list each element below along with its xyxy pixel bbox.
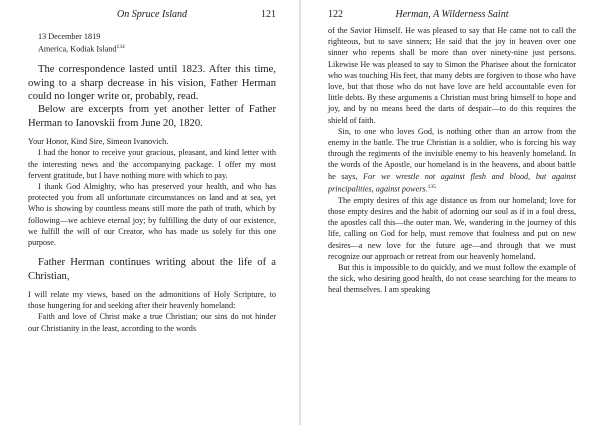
- left-running-head: [28, 9, 276, 25]
- right-paragraph-2: [328, 126, 576, 195]
- letter-signature: [28, 31, 276, 55]
- right-page-title: Herman, A Wilderness Saint: [395, 9, 509, 20]
- body-paragraph-1: The correspondence lasted until 1823. After this time, owing to a sharp decrease in his vision, Father Herman could no longer write or, probably, read.: [28, 64, 276, 102]
- right-page: [300, 0, 600, 425]
- letter-paragraph-2: I thank God Almighty, who has preserved your health, and who has protected you from all unfortunate circumstances on land and at sea, yet Who is showing by countless means still more the path of truth, which by following—we achieve eternal joy; by fulfilling the duty of our existence, we fulfill the will of our Creator, who has made us solely for this one purpose.: [28, 181, 276, 247]
- right-paragraph-1: of the Savior Himself. He was pleased to say that He came not to call the righteous, but to save sinners; He said that the joy in heaven over one sinner who repents shall be more than over ninety-nine just persons. Likewise He was pleased to say to Simon the Pharisee about the fornicator who was touching His feet, that many debts are forgiven to those who have love, but that those who do not have love are held accountable even for little debts. By these arguments a Christian must bring himself to hope and joy, and by no means heed the darts of despair—to do this requires the shield of faith.: [328, 26, 576, 125]
- scripture-quote: For we wrestle not against flesh and blood, but against principalities, against powers: [328, 171, 577, 194]
- right-running-head: [328, 9, 576, 25]
- body-paragraph-3: Father Herman continues writing about the life of a Christian,: [28, 257, 276, 282]
- letter-salutation: Your Honor, Kind Sire, Simeon Ivanovich.: [28, 137, 169, 147]
- letter-paragraph-1: I had the honor to receive your gracious, pleasant, and kind letter with the interesting news and the accompanying package. I offer my most fervent gratitude, but I have nothing more with which to pay.: [28, 148, 276, 180]
- left-page-title: On Spruce Island: [117, 9, 187, 20]
- right-paragraph-2-end: .: [425, 184, 428, 194]
- quote-paragraph-2: Faith and love of Christ make a true Christian; our sins do not hinder our Christianity in the least, according to the words: [28, 312, 276, 333]
- signature-place-line: [38, 42, 276, 55]
- footnote-ref-134: 134: [116, 44, 125, 51]
- signature-place: America, Kodiak Island: [38, 44, 117, 54]
- body-paragraph-2: Below are excerpts from yet another letter of Father Herman to Ianovskii from June 20, 1820.: [28, 104, 276, 129]
- right-paragraph-2-text: Sin, to one who loves God, is nothing other than an arrow from the enemy in the battle. The true Christian is a soldier, who is forcing his way through the regiments of the invisible enemy to his heavenly homeland. In the words of the Apostle, our homeland is in the heavens, and about battle he says,: [328, 126, 576, 181]
- quote-paragraph-1: I will relate my views, based on the admonitions of Holy Scripture, to those hungering for and seeking after their heavenly homeland:: [28, 290, 276, 311]
- right-page-number: 122: [328, 9, 343, 20]
- signature-date: 13 December 1819: [38, 32, 101, 41]
- right-paragraph-3: The empty desires of this age distance us from our homeland; love for those empty desires and the habit of adorning our soul as if in a foul dress, the apostles call this—the outer man. We, wandering in the journey of this life, calling on God for help, must remove that foulness and put on new desires—a new love for the future age—and through that we must recognize our approach or retreat from our heavenly homeland.: [328, 195, 576, 261]
- left-page-number: 121: [261, 9, 276, 20]
- footnote-ref-135: 135: [427, 183, 436, 190]
- right-paragraph-4: But this is impossible to do quickly, and we must follow the example of the sick, who desiring good health, do not cease searching for the means to heal themselves. I am speaking: [328, 263, 576, 295]
